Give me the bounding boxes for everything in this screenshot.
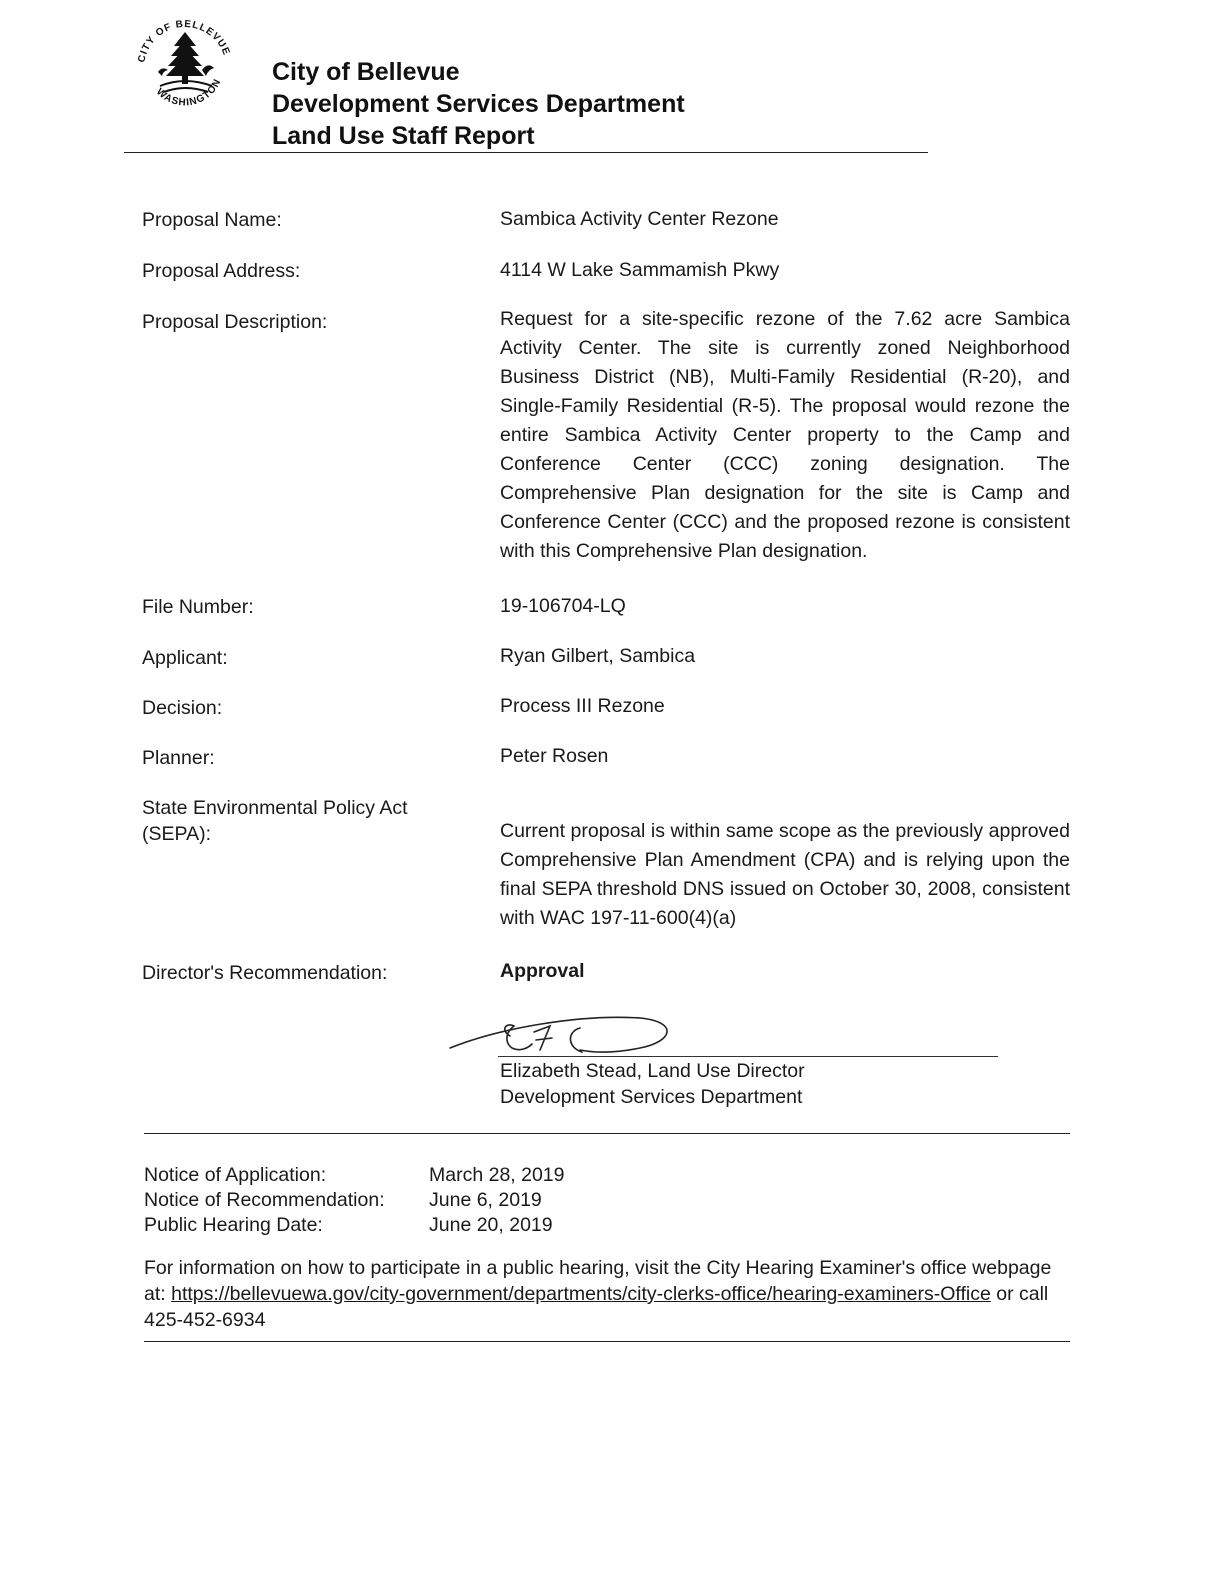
- recommendation-label: Director's Recommendation:: [142, 962, 388, 984]
- sepa-label-line2: (SEPA):: [142, 823, 211, 845]
- applicant-value: Ryan Gilbert, Sambica: [500, 645, 696, 667]
- signature-line: [498, 1056, 998, 1057]
- proposal-name-label: Proposal Name:: [142, 209, 282, 231]
- city-seal-icon: [130, 14, 240, 114]
- proposal-description-label: Proposal Description:: [142, 311, 328, 333]
- notice-of-application-label: Notice of Application:: [144, 1164, 327, 1186]
- footer-divider: [144, 1341, 1070, 1342]
- hearing-info-phone: or call 425-452-6934: [144, 1283, 1049, 1331]
- notice-of-application-date: March 28, 2019: [429, 1164, 565, 1186]
- svg-text:CITY OF BELLEVUE: CITY OF BELLEVUE: [136, 18, 232, 64]
- public-hearing-label: Public Hearing Date:: [144, 1214, 323, 1236]
- report-title: Land Use Staff Report: [272, 122, 535, 150]
- header-divider: [124, 152, 928, 153]
- signatory-block: [500, 1058, 805, 1110]
- recommendation-value: Approval: [500, 960, 585, 982]
- sepa-label-line1: State Environmental Policy Act: [142, 797, 408, 819]
- proposal-name-value: Sambica Activity Center Rezone: [500, 208, 779, 230]
- notice-of-recommendation-date: June 6, 2019: [429, 1189, 542, 1211]
- file-number-value: 19-106704-LQ: [500, 595, 626, 617]
- public-hearing-date: June 20, 2019: [429, 1214, 553, 1236]
- decision-label: Decision:: [142, 697, 223, 719]
- proposal-description-value: Request for a site-specific rezone of the 7.62 acre Sambica Activity Center. The site is currently zoned Neighborhood Business District (NB), Multi-Family Residential (R-20), and Single-Family Residential (R-5). The proposal would rezone the entire Sambica Activity Center property to the Camp and Conference Center (CCC) zoning designation. The Comprehensive Plan designation for the site is Camp and Conference Center (CCC) and the proposed rezone is consistent with this Comprehensive Plan designation.: [500, 308, 1070, 562]
- notice-of-recommendation-label: Notice of Recommendation:: [144, 1189, 385, 1211]
- planner-value: Peter Rosen: [500, 745, 609, 767]
- file-number-label: File Number:: [142, 596, 254, 618]
- hearing-examiner-link[interactable]: https://bellevuewa.gov/city-government/departments/city-clerks-office/hearing-examiners-Office: [171, 1283, 991, 1305]
- report-header: [272, 56, 685, 152]
- section-divider: [144, 1133, 1070, 1134]
- applicant-label: Applicant:: [142, 647, 228, 669]
- signatory-department: Development Services Department: [500, 1086, 803, 1108]
- hearing-info-paragraph: [144, 1255, 1074, 1333]
- proposal-address-value: 4114 W Lake Sammamish Pkwy: [500, 259, 780, 281]
- signatory-name: Elizabeth Stead, Land Use Director: [500, 1060, 805, 1082]
- department-name: Development Services Department: [272, 90, 685, 118]
- decision-value: Process III Rezone: [500, 695, 665, 717]
- planner-label: Planner:: [142, 747, 215, 769]
- sepa-value: Current proposal is within same scope as the previously approved Comprehensive Plan Amendment (CPA) and is relying upon the final SEPA threshold DNS issued on October 30, 2008, consistent with WAC 197-11-600(4)(a): [500, 820, 1070, 929]
- proposal-address-label: Proposal Address:: [142, 260, 301, 282]
- city-name: City of Bellevue: [272, 58, 460, 86]
- svg-text:WASHINGTON: WASHINGTON: [154, 76, 224, 109]
- hearing-info-text: For information on how to participate in a public hearing, visit the City Hearing Examiner's office webpage at:: [144, 1257, 1052, 1305]
